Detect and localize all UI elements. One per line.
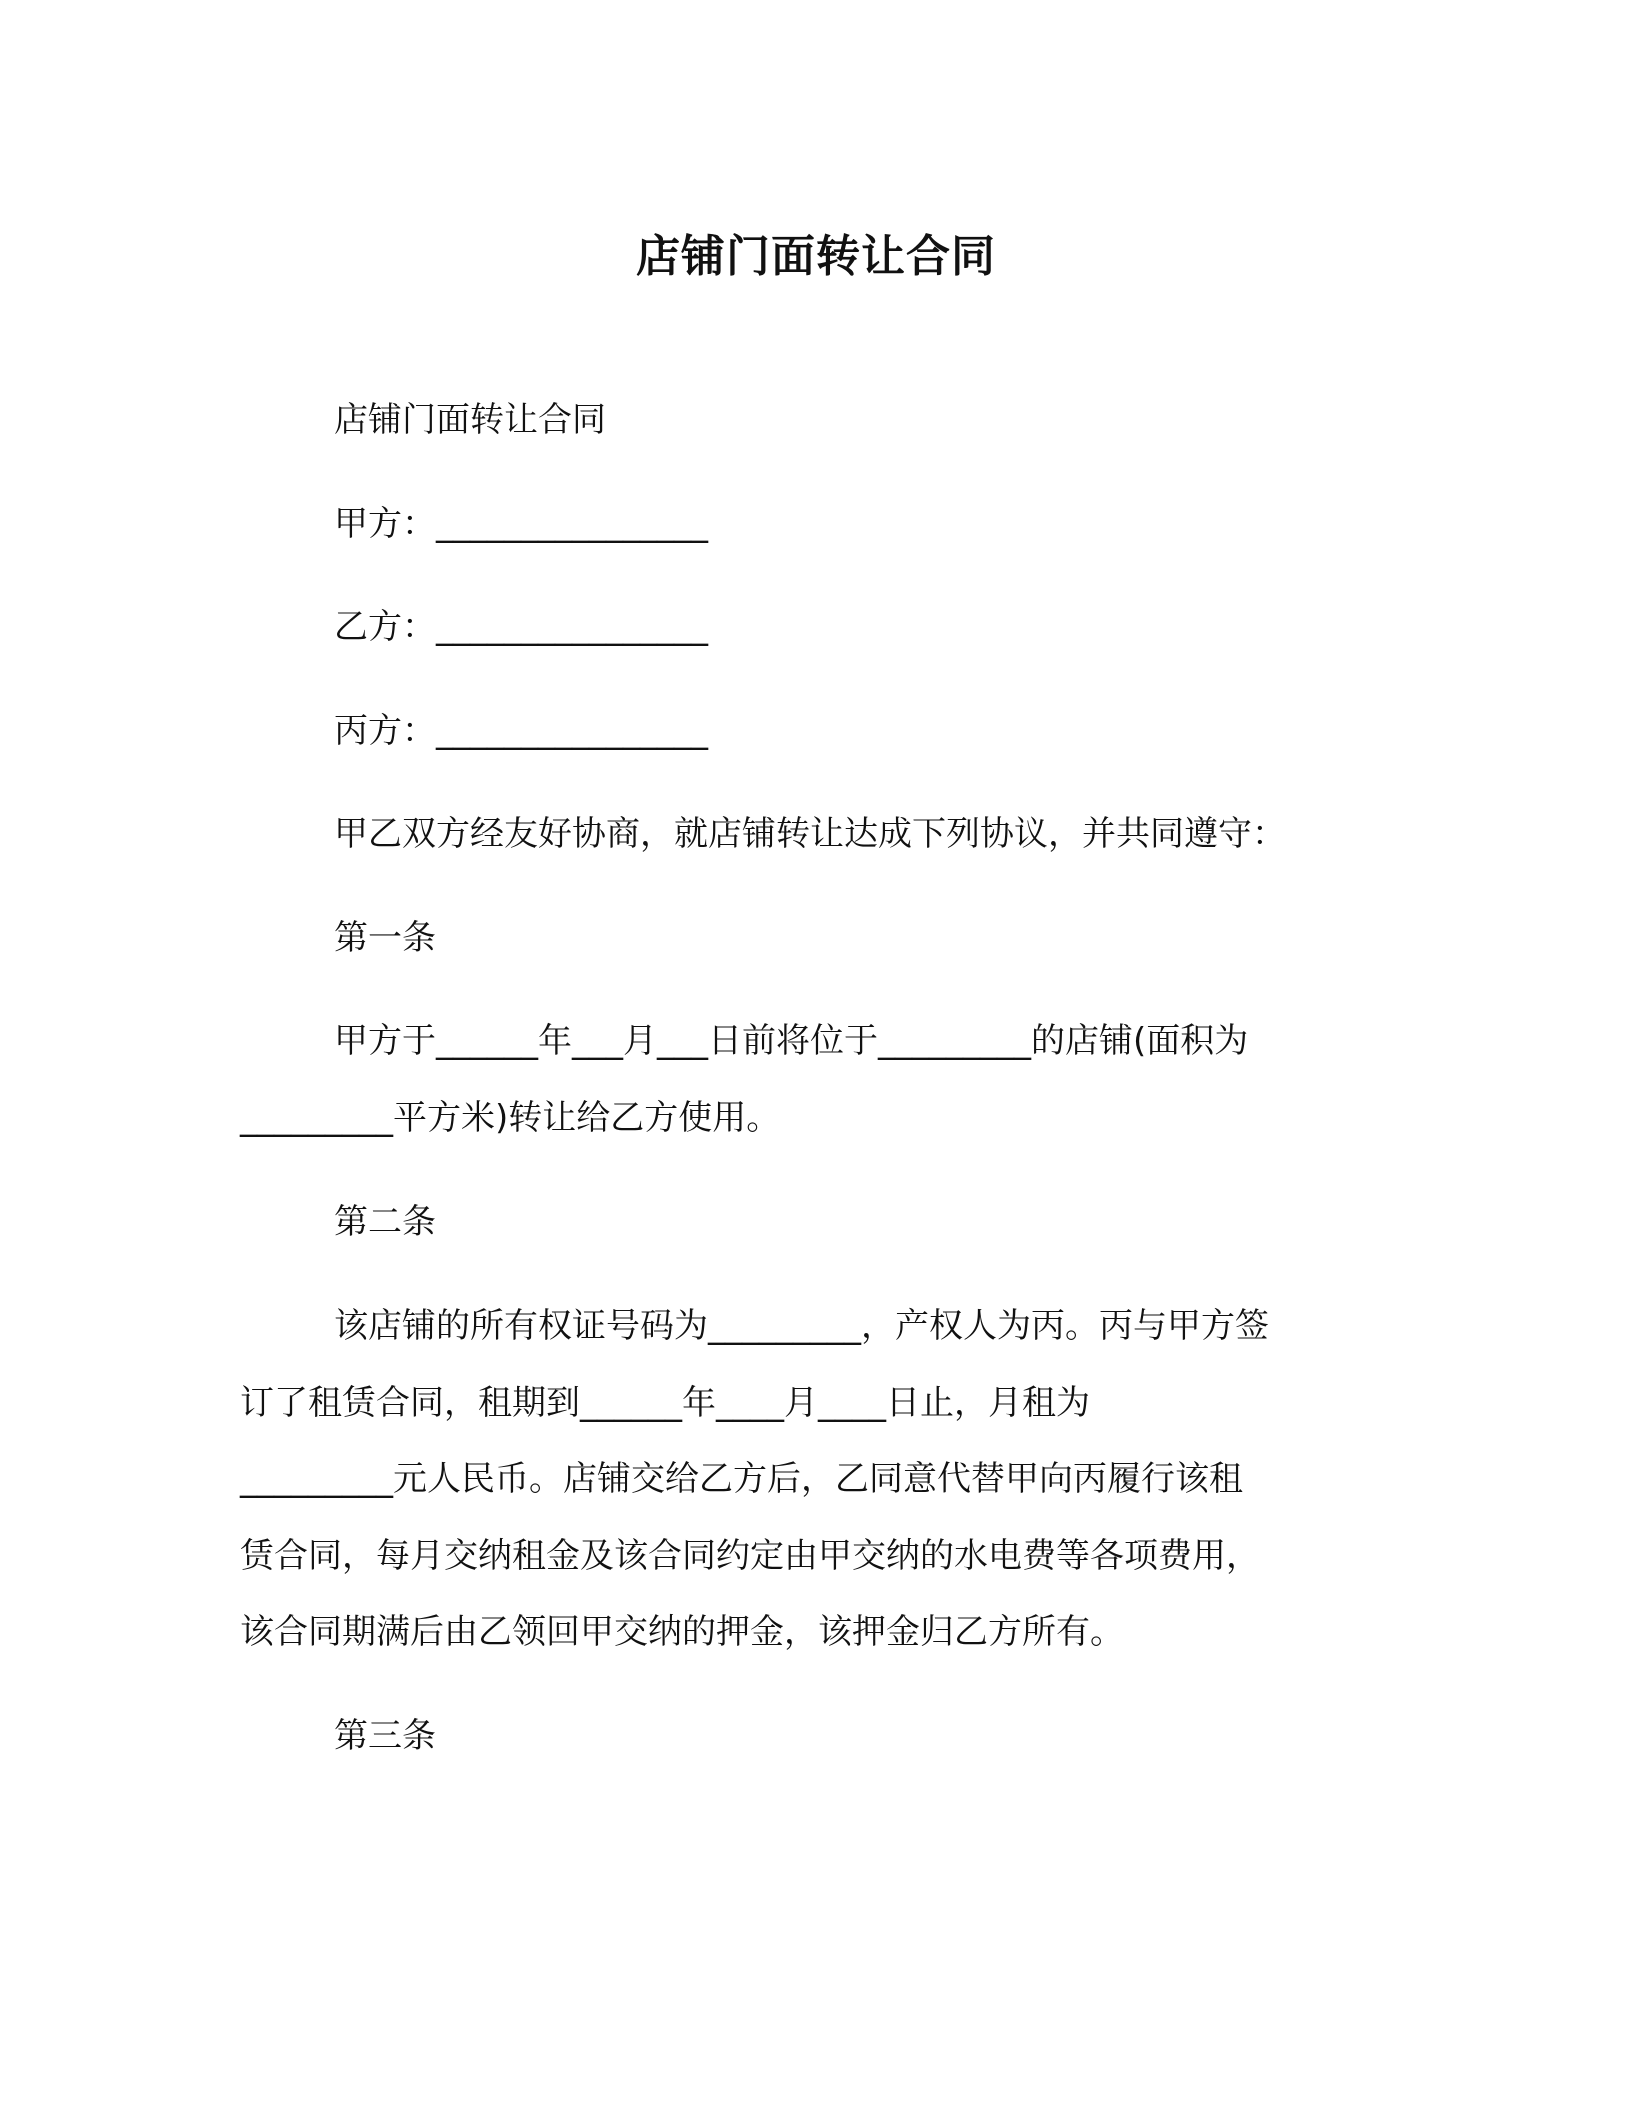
article-2-heading: 第二条 xyxy=(334,1202,436,1242)
party-a-line: 甲方：________________ xyxy=(334,504,708,544)
article-1-line: _________平方米)转让给乙方使用。 xyxy=(240,1098,781,1138)
article-1-line: 甲方于______年___月___日前将位于_________的店铺(面积为 xyxy=(334,1021,1249,1061)
article-2-line: 该合同期满后由乙领回甲交纳的押金，该押金归乙方所有。 xyxy=(240,1612,1124,1652)
article-1-heading: 第一条 xyxy=(334,918,436,958)
intro-paragraph: 甲乙双方经友好协商，就店铺转让达成下列协议，并共同遵守： xyxy=(334,814,1286,854)
article-2-line: _________元人民币。店铺交给乙方后，乙同意代替甲向丙履行该租 xyxy=(240,1459,1243,1499)
party-b-line: 乙方：________________ xyxy=(334,607,708,647)
article-3-heading: 第三条 xyxy=(334,1716,436,1756)
article-2-line: 订了租赁合同，租期到______年____月____日止，月租为 xyxy=(240,1383,1090,1423)
article-2-line: 赁合同，每月交纳租金及该合同约定由甲交纳的水电费等各项费用， xyxy=(240,1536,1260,1576)
article-2-line: 该店铺的所有权证号码为_________，产权人为丙。丙与甲方签 xyxy=(334,1306,1269,1346)
document-title: 店铺门面转让合同 xyxy=(636,231,996,282)
party-c-line: 丙方：________________ xyxy=(334,711,708,751)
document-subtitle: 店铺门面转让合同 xyxy=(334,400,606,440)
